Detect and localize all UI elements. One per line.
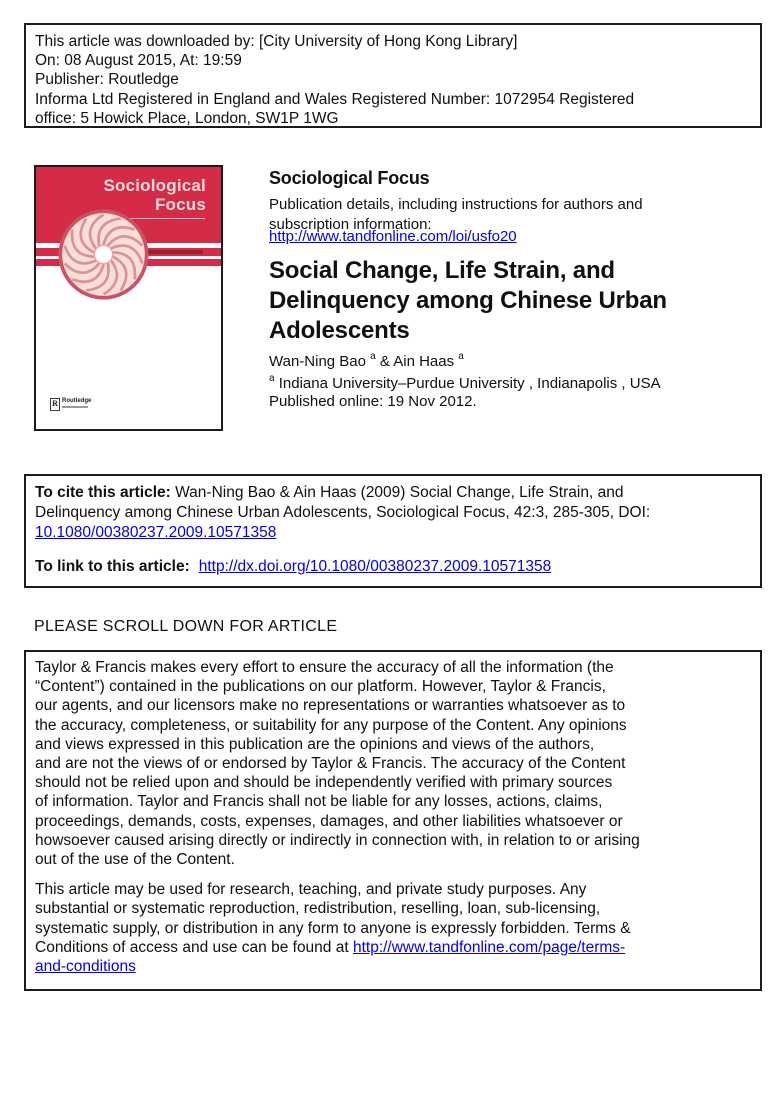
download-line: Informa Ltd Registered in England and Wales Registered Number: 1072954 Registered xyxy=(35,90,635,108)
published-online-date: Published online: 19 Nov 2012. xyxy=(269,393,477,410)
terms-and-conditions-link[interactable]: and-conditions xyxy=(35,958,136,976)
disclaimer-line: should not be relied upon and should be independently verified with primary sources xyxy=(35,774,613,792)
journal-homepage-link[interactable]: http://www.tandfonline.com/loi/usfo20 xyxy=(269,228,517,245)
cite-text: Wan-Ning Bao & Ain Haas (2009) Social Change, Life Strain, and xyxy=(170,484,624,501)
article-title xyxy=(269,256,667,346)
cite-label: To cite this article: xyxy=(35,484,171,501)
spacer xyxy=(35,543,751,557)
download-notice-box xyxy=(24,23,762,128)
journal-name-heading: Sociological Focus xyxy=(269,168,430,188)
doi-link[interactable]: 10.1080/00380237.2009.10571358 xyxy=(35,524,277,541)
terms-line xyxy=(35,957,751,976)
cite-line: Delinquency among Chinese Urban Adolescents, Sociological Focus, 42:3, 285-305, DOI: xyxy=(35,504,651,521)
disclaimer-line: of information. Taylor and Francis shall not be liable for any losses, actions, claims, xyxy=(35,793,603,811)
terms-line: substantial or systematic reproduction, redistribution, reselling, loan, sub-licensing, xyxy=(35,900,601,918)
disclaimer-line: Taylor & Francis makes every effort to ensure the accuracy of all the information (the xyxy=(35,659,614,676)
terms-and-conditions-link[interactable]: http://www.tandfonline.com/page/terms- xyxy=(352,938,626,956)
disclaimer-box xyxy=(24,650,762,991)
publication-details-line: Publication details, including instructions for authors and xyxy=(269,196,643,213)
disclaimer-line: the accuracy, completeness, or suitability for any purpose of the Content. Any opinions xyxy=(35,716,627,734)
citation-box xyxy=(24,474,762,588)
link-line xyxy=(35,557,751,577)
cover-title-line1: Sociological xyxy=(103,176,206,195)
cover-title-line2: Focus xyxy=(154,195,206,214)
routledge-r-mark-icon: R xyxy=(50,398,60,411)
scroll-down-notice: PLEASE SCROLL DOWN FOR ARTICLE xyxy=(34,618,338,635)
routledge-tagline xyxy=(62,406,88,408)
author-separator: & xyxy=(375,353,394,370)
download-line: office: 5 Howick Place, London, SW1P 1WG xyxy=(35,109,339,127)
cover-journal-title xyxy=(36,167,221,214)
author-byline xyxy=(269,353,464,370)
article-doi-url-link[interactable]: http://dx.doi.org/10.1080/00380237.2009.10571358 xyxy=(198,558,552,575)
author-affiliation xyxy=(269,375,661,392)
cite-line xyxy=(35,483,751,503)
affiliation-text: Indiana University–Purdue University , Indianapolis , USA xyxy=(274,375,661,392)
download-line: Publisher: Routledge xyxy=(35,71,179,89)
disclaimer-line: and are not the views of or endorsed by Taylor & Francis. The accuracy of the Content xyxy=(35,755,626,773)
terms-line: systematic supply, or distribution in any form to anyone is expressly forbidden. Terms & xyxy=(35,919,631,937)
author-name: Wan-Ning Bao xyxy=(269,353,371,370)
author-affiliation-marker: a xyxy=(458,351,464,362)
affiliation-marker: a xyxy=(269,373,275,384)
article-title-line: Adolescents xyxy=(269,317,410,344)
terms-line xyxy=(35,938,751,957)
disclaimer-line: and views expressed in this publication are the opinions and views of the authors, xyxy=(35,735,595,753)
download-line: This article was downloaded by: [City University of Hong Kong Library] xyxy=(35,33,518,50)
disclaimer-line: howsoever caused arising directly or indirectly in connection with, in relation to or arising xyxy=(35,831,640,849)
disclaimer-line: “Content”) contained in the publications on our platform. However, Taylor & Francis, xyxy=(35,678,606,696)
terms-text: Conditions of access and use can be found at xyxy=(35,938,353,956)
pinwheel-logo-icon xyxy=(57,208,150,301)
journal-cover xyxy=(34,165,223,431)
link-label: To link to this article: xyxy=(35,558,190,575)
disclaimer-line: our agents, and our licensors make no representations or warranties whatsoever as to xyxy=(35,697,626,715)
disclaimer-line: proceedings, demands, costs, expenses, damages, and other liabilities whatsoever or xyxy=(35,812,623,830)
article-title-line: Social Change, Life Strain, and xyxy=(269,257,615,284)
routledge-logo-text: Routledge xyxy=(62,398,92,404)
disclaimer-line: out of the use of the Content. xyxy=(35,851,235,869)
author-name: Ain Haas xyxy=(393,353,459,370)
terms-line: This article may be used for research, teaching, and private study purposes. Any xyxy=(35,881,587,899)
author-affiliation-marker: a xyxy=(370,351,376,362)
routledge-logo xyxy=(50,398,91,411)
article-title-line: Delinquency among Chinese Urban xyxy=(269,287,667,314)
spacer xyxy=(35,869,751,880)
publication-details-line: subscription information: xyxy=(269,215,432,233)
download-line: On: 08 August 2015, At: 19:59 xyxy=(35,52,242,70)
